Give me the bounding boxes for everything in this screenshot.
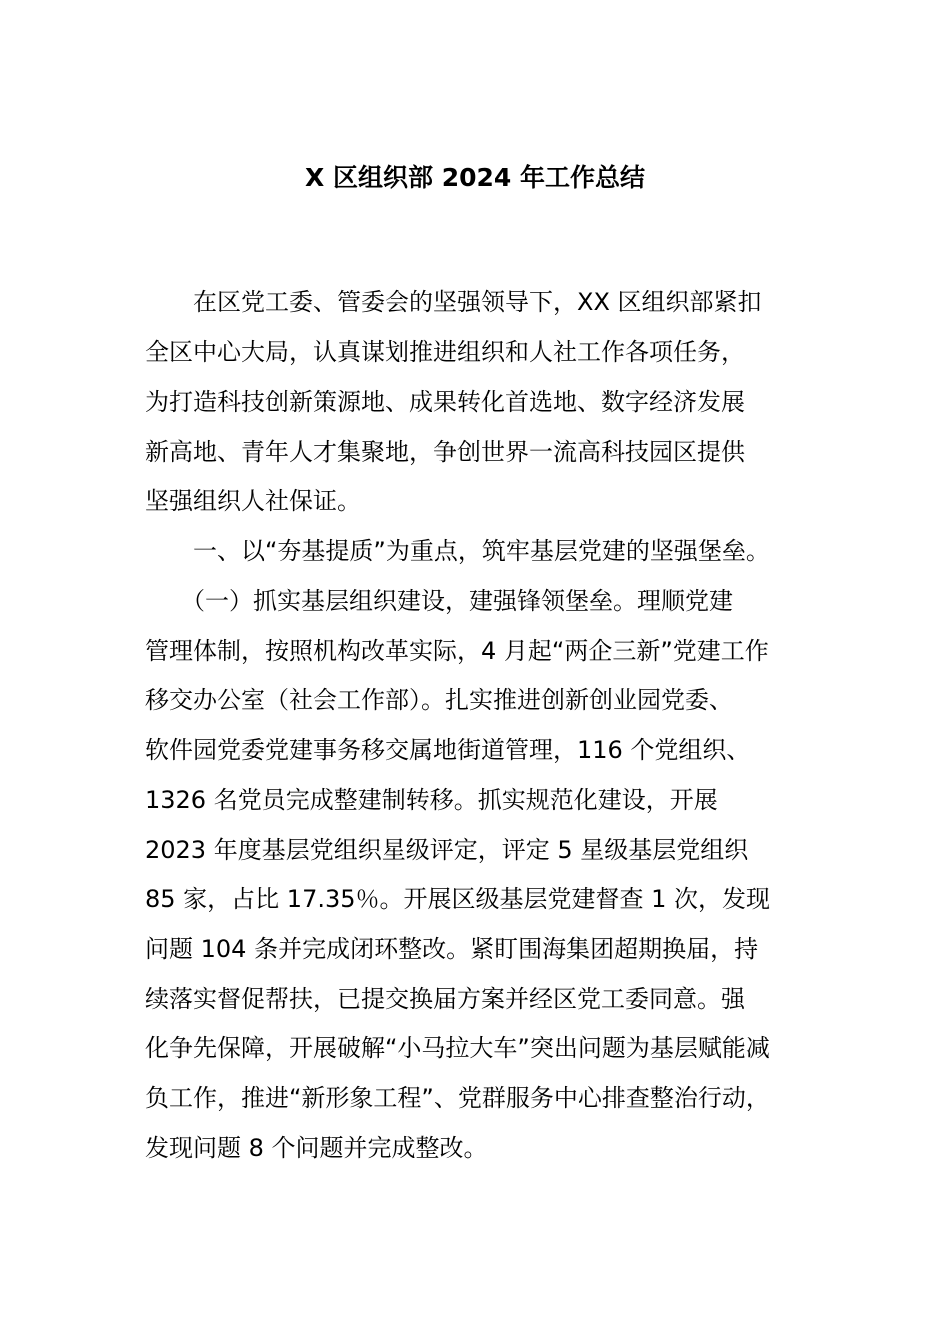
body-line-9: 移交办公室（社会工作部）。扎实推进创新创业园党委、 [145,686,733,714]
body-line-14: 问题 104 条并完成闭环整改。紧盯围海集团超期换届，持 [145,935,759,963]
body-line-5: 坚强组织人社保证。 [145,487,361,515]
body-line-13: 85 家，占比 17.35％。开展区级基层党建督查 1 次，发现 [145,885,771,913]
body-line-17: 负工作，推进“新形象工程”、党群服务中心排查整治行动， [145,1084,770,1112]
body-line-3: 为打造科技创新策源地、成果转化首选地、数字经济发展 [145,388,745,416]
body-line-10: 软件园党委党建事务移交属地街道管理，116 个党组织、 [145,736,751,764]
subsection-heading-1: （一）抓实基层组织建设，建强锋领堡垒。理顺党建 [145,587,733,615]
document-title: X 区组织部 2024 年工作总结 [305,163,645,192]
body-line-2: 全区中心大局，认真谋划推进组织和人社工作各项任务， [145,338,745,366]
body-line-15: 续落实督促帮扶，已提交换届方案并经区党工委同意。强 [145,985,745,1013]
body-line-12: 2023 年度基层党组织星级评定，评定 5 星级基层党组织 [145,836,749,864]
body-line-18: 发现问题 8 个问题并完成整改。 [145,1134,488,1162]
body-line-11: 1326 名党员完成整建制转移。抓实规范化建设，开展 [145,786,718,814]
section-heading-1: 一、以“夯基提质”为重点，筑牢基层党建的坚强堡垒。 [145,537,770,565]
body-line-1: 在区党工委、管委会的坚强领导下，XX 区组织部紧扣 [145,288,762,316]
body-line-8: 管理体制，按照机构改革实际，4 月起“两企三新”党建工作 [145,637,769,665]
body-line-16: 化争先保障，开展破解“小马拉大车”突出问题为基层赋能减 [145,1034,770,1062]
body-line-4: 新高地、青年人才集聚地，争创世界一流高科技园区提供 [145,438,745,466]
